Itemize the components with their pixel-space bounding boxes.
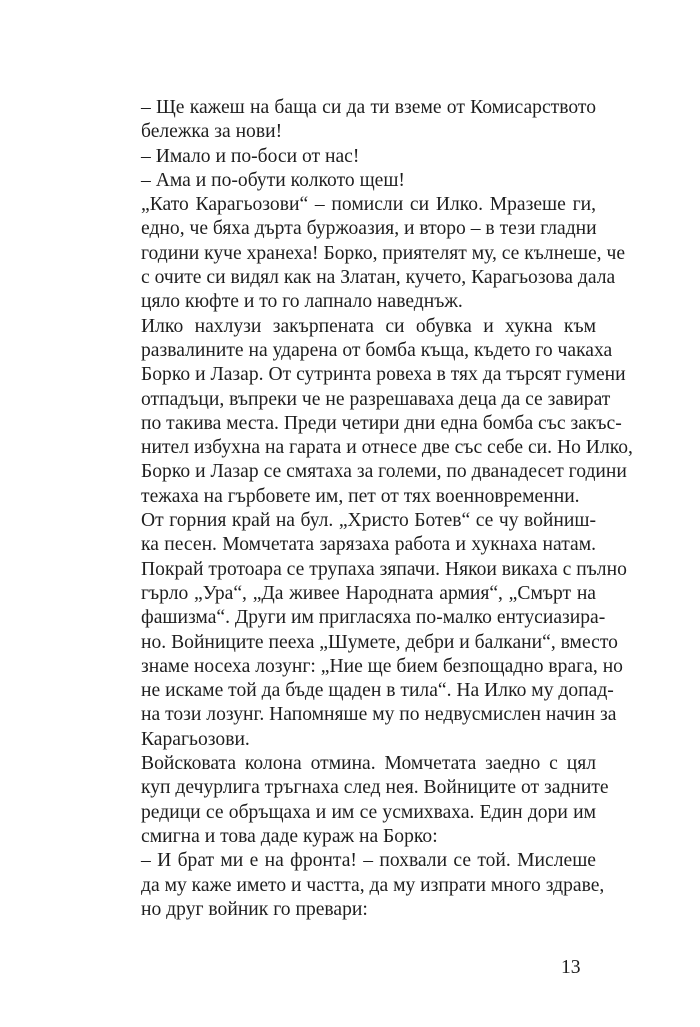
text-line: редици се обръщаха и им се усмихваха. Един дори им [141, 801, 596, 823]
paragraph [116, 145, 596, 169]
text-line: едно, че бяха дърта буржоазия, и второ – в тези гладни [141, 218, 597, 240]
body-text [116, 96, 633, 922]
text-line: цяло кюфте и то го лапнало наведнъж. [141, 291, 463, 313]
text-line: не искаме той да бъде щаден в тила“. На Илко му допад- [141, 680, 614, 702]
paragraph [116, 169, 596, 193]
text-line: „Като Карагьозови“ – помисли си Илко. Мразеше ги, [141, 194, 596, 216]
text-line: – И брат ми е на фронта! – похвали се той. Мислеше [141, 850, 596, 872]
text-line: Илко нахлузи закърпената си обувка и хукна към [141, 315, 596, 337]
text-line: Борко и Лазар се смятаха за големи, по дванадесет години [141, 461, 627, 483]
text-line: с очите си видял как на Златан, кучето, Карагьозова дала [141, 267, 616, 289]
text-line: Карагьозови. [141, 728, 250, 750]
text-line: куп дечурлига тръгнаха след нея. Войниците от задните [141, 777, 609, 799]
text-line: по такива места. Преди четири дни една бомба със закъс- [141, 412, 622, 434]
text-line: знаме носеха лозунг: „Ние ще бием безпощадно врага, но [141, 655, 623, 677]
paragraph [116, 193, 626, 314]
text-line: развалините на ударена от бомба къща, където го чакаха [141, 339, 613, 361]
paragraph [116, 849, 605, 922]
text-line: но друг войник го превари: [141, 898, 368, 920]
text-line: тежаха на гърбовете им, пет от тях военновременни. [141, 485, 580, 507]
text-line: но. Войниците пееха „Шумете, дебри и балкани“, вместо [141, 631, 618, 653]
text-line: – Ама и по-обути колкото щеш! [141, 169, 405, 191]
page-number: 13 [561, 957, 581, 978]
text-line: на този лозунг. Напомняше му по недвусмислен начин за [141, 704, 617, 726]
text-line: Покрай тротоара се трупаха зяпачи. Някои викаха с пълно [141, 558, 627, 580]
text-line: – Ще кажеш на баща си да ти вземе от Комисарството [141, 97, 596, 118]
text-line: От горния край на бул. „Христо Ботев“ се чу войниш- [141, 510, 596, 532]
text-line: бележка за нови! [141, 121, 283, 143]
paragraph [116, 315, 633, 509]
text-line: години куче хранеха! Борко, приятелят му, се кълнеше, че [141, 242, 626, 264]
paragraph [116, 509, 627, 752]
paragraph [116, 752, 609, 849]
paragraph [116, 96, 596, 145]
text-line: да му каже името и частта, да му изпрати много здраве, [141, 874, 605, 896]
text-line: Войсковата колона отмина. Момчетата заедно с цял [141, 753, 596, 775]
text-line: – Имало и по-боси от нас! [141, 145, 360, 167]
text-line: отпадъци, въпреки че не разрешаваха деца да се завират [141, 388, 611, 410]
text-line: ка песен. Момчетата зарязаха работа и хукнаха натам. [141, 534, 596, 556]
text-line: фашизма“. Други им пригласяха по-малко ентусиазира- [141, 607, 606, 629]
text-line: смигна и това даде кураж на Борко: [141, 825, 438, 847]
text-line: гърло „Ура“, „Да живее Народната армия“, „Смърт на [141, 582, 596, 604]
text-line: Борко и Лазар. От сутринта ровеха в тях да търсят гумени [141, 364, 626, 386]
text-line: нител избухна на гарата и отнесе две със себе си. Но Илко, [141, 437, 633, 459]
